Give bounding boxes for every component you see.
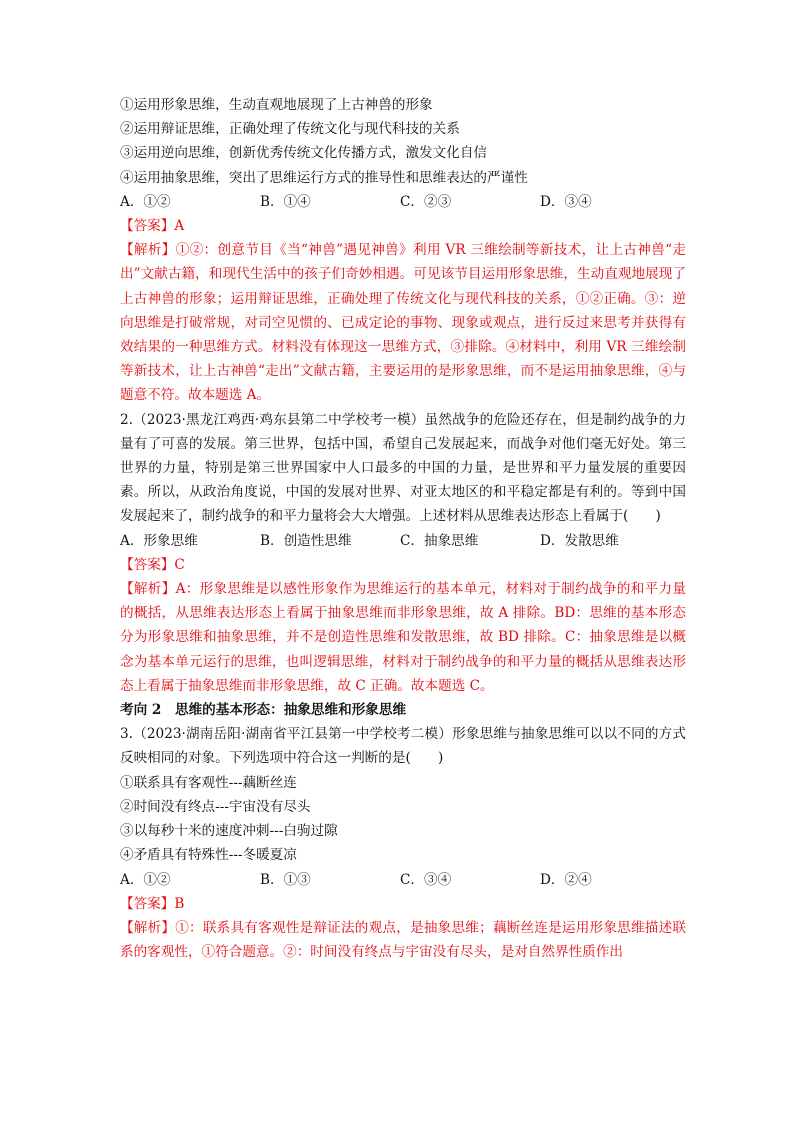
option-d: D．发散思维: [540, 532, 619, 549]
statement-1: ①联系具有客观性---藕断丝连: [120, 774, 297, 791]
statement-1: ①运用形象思维，生动直观地展现了上古神兽的形象: [120, 97, 433, 113]
option-b: B．①④: [260, 193, 311, 210]
option-b: B．创造性思维: [260, 532, 352, 549]
question-1: [120, 93, 686, 408]
analysis-text: ①：联系具有客观性是辩证法的观点，是抽象思维；藕断丝连是运用形象思维描述联系的客观性，①符合题意。②：时间没有终点与宇宙没有尽头，是对自然界性质作出: [120, 919, 687, 961]
statement-3: ③运用逆向思维，创新优秀传统文化传播方式，激发文化自信: [120, 145, 488, 162]
option-d: D．③④: [540, 193, 592, 210]
analysis-tag: 【解析】: [120, 919, 176, 936]
question-2: [120, 408, 686, 698]
statement-2: ②运用辩证思维，正确处理了传统文化与现代科技的关系: [120, 121, 460, 138]
question-3: [120, 722, 686, 964]
statement-2: ②时间没有终点---宇宙没有尽头: [120, 798, 311, 815]
option-c: C．抽象思维: [400, 532, 479, 549]
option-b: B．①③: [260, 871, 311, 888]
option-a: A．①②: [120, 871, 171, 888]
answer-line: 【答案】B: [120, 895, 185, 912]
statement-3: ③以每秒十米的速度冲刺---白驹过隙: [120, 823, 338, 840]
analysis-tag: 【解析】: [120, 242, 176, 259]
analysis-text: A：形象思维是以感性形象作为思维运行的基本单元，材料对于制约战争的和平力量的概括，从思维表达形态上看属于抽象思维而非形象思维，故 A 排除。BD：思维的基本形态分为形象思维和抽象思维，并不是创造性思维和发散思维，故 BD 排除。C：抽象思维是以概念为基本单元运行的思维，也叫逻辑思维，材料对于制约战争的和平力量的概括从思维表达形态上看属于抽象思维而非形象思维，故 C 正确。故本题选 C。: [120, 581, 686, 694]
question-stem: 2.（2023·黑龙江鸡西·鸡东县第二中学校考一模）虽然战争的危险还存在，但是制约战争的力量有了可喜的发展。第三世界，包括中国，希望自己发展起来，而战争对他们毫无好处。第三世界的力量，特别是第三世界国家中人口最多的中国的力量，是世界和平力量发展的重要因素。所以，从政治角度说，中国的发展对世界、对亚太地区的和平稳定都是有利的。等到中国发展起来了，制约战争的和平力量将会大大增强。上述材料从思维表达形态上看属于( ): [120, 411, 686, 525]
question-stem: 3.（2023·湖南岳阳·湖南省平江县第一中学校考二模）形象思维与抽象思维可以以不同的方式反映相同的对象。下列选项中符合这一判断的是( ): [120, 726, 686, 767]
option-c: C．③④: [400, 871, 452, 888]
answer-options: [120, 190, 686, 214]
analysis-text: ①②：创意节目《当“神兽”遇见神兽》利用 VR 三维绘制等新技术，让上古神兽“走出”文献古籍，和现代生活中的孩子们奇妙相遇。可见该节目运用形象思维，生动直观地展现了上古神兽的形象；运用辩证思维，正确处理了传统文化与现代科技的关系，①②正确。③：逆向思维是打破常规，对司空见惯的、已成定论的事物、现象或观点，进行反过来思考并获得有效结果的一种思维方式。材料没有体现这一思维方式，③排除。④材料中，利用 VR 三维绘制等新技术，让上古神兽“走出”文献古籍，主要运用的是形象思维，而不是运用抽象思维，④与题意不符。故本题选 A。: [120, 242, 687, 404]
analysis: [120, 238, 686, 407]
analysis: [120, 916, 686, 964]
section-heading: 考向 2 思维的基本形态：抽象思维和形象思维: [120, 702, 407, 719]
answer-line: 【答案】C: [120, 556, 185, 573]
analysis-tag: 【解析】: [120, 581, 176, 598]
answer-line: 【答案】A: [120, 218, 185, 235]
statement-4: ④矛盾具有特殊性---冬暖夏凉: [120, 847, 297, 864]
statement-4: ④运用抽象思维，突出了思维运行方式的推导性和思维表达的严谨性: [120, 169, 528, 186]
option-a: A．①②: [120, 193, 171, 210]
document-content: [120, 93, 686, 964]
answer-options: [120, 868, 686, 892]
option-c: C．②③: [400, 193, 452, 210]
option-d: D．②④: [540, 871, 592, 888]
option-a: A．形象思维: [120, 532, 198, 549]
answer-options: [120, 529, 686, 553]
analysis: [120, 577, 686, 698]
